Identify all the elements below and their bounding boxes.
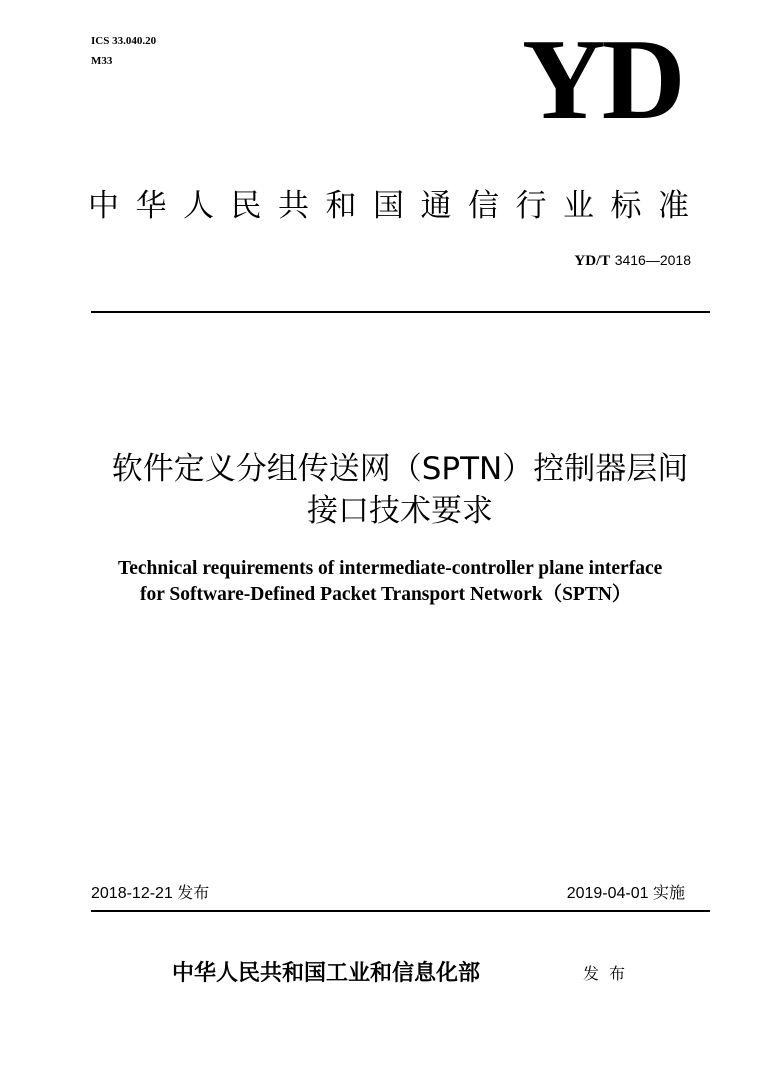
issuing-authority: 中华人民共和国工业和信息化部 — [172, 960, 481, 986]
top-divider — [91, 311, 710, 313]
ics-code: ICS 33.040.20 — [91, 35, 157, 47]
standard-name: 中华人民共和国通信行业标准 — [88, 188, 706, 224]
chinese-title — [40, 448, 760, 532]
chinese-title-line-2: 接口技术要求 — [307, 493, 493, 529]
issue-verb: 发布 — [583, 964, 636, 983]
standard-code-number: 3416—2018 — [614, 252, 691, 268]
chinese-title-line-1: 软件定义分组传送网（SPTN）控制器层间 — [111, 451, 689, 487]
bottom-divider — [91, 910, 710, 912]
implementation-date: 2019-04-01 实施 — [566, 885, 685, 902]
english-title-line-2: for Software-Defined Packet Transport Network（SPTN） — [140, 584, 632, 605]
standard-code — [574, 251, 691, 270]
english-title — [118, 556, 718, 608]
issue-date: 2018-12-21 发布 — [91, 885, 210, 902]
yd-logo: YD — [522, 16, 682, 144]
standard-code-prefix: YD/T — [574, 253, 611, 269]
english-title-line-1: Technical requirements of intermediate-controller plane interface — [118, 558, 663, 579]
ccs-code: M33 — [91, 55, 113, 67]
